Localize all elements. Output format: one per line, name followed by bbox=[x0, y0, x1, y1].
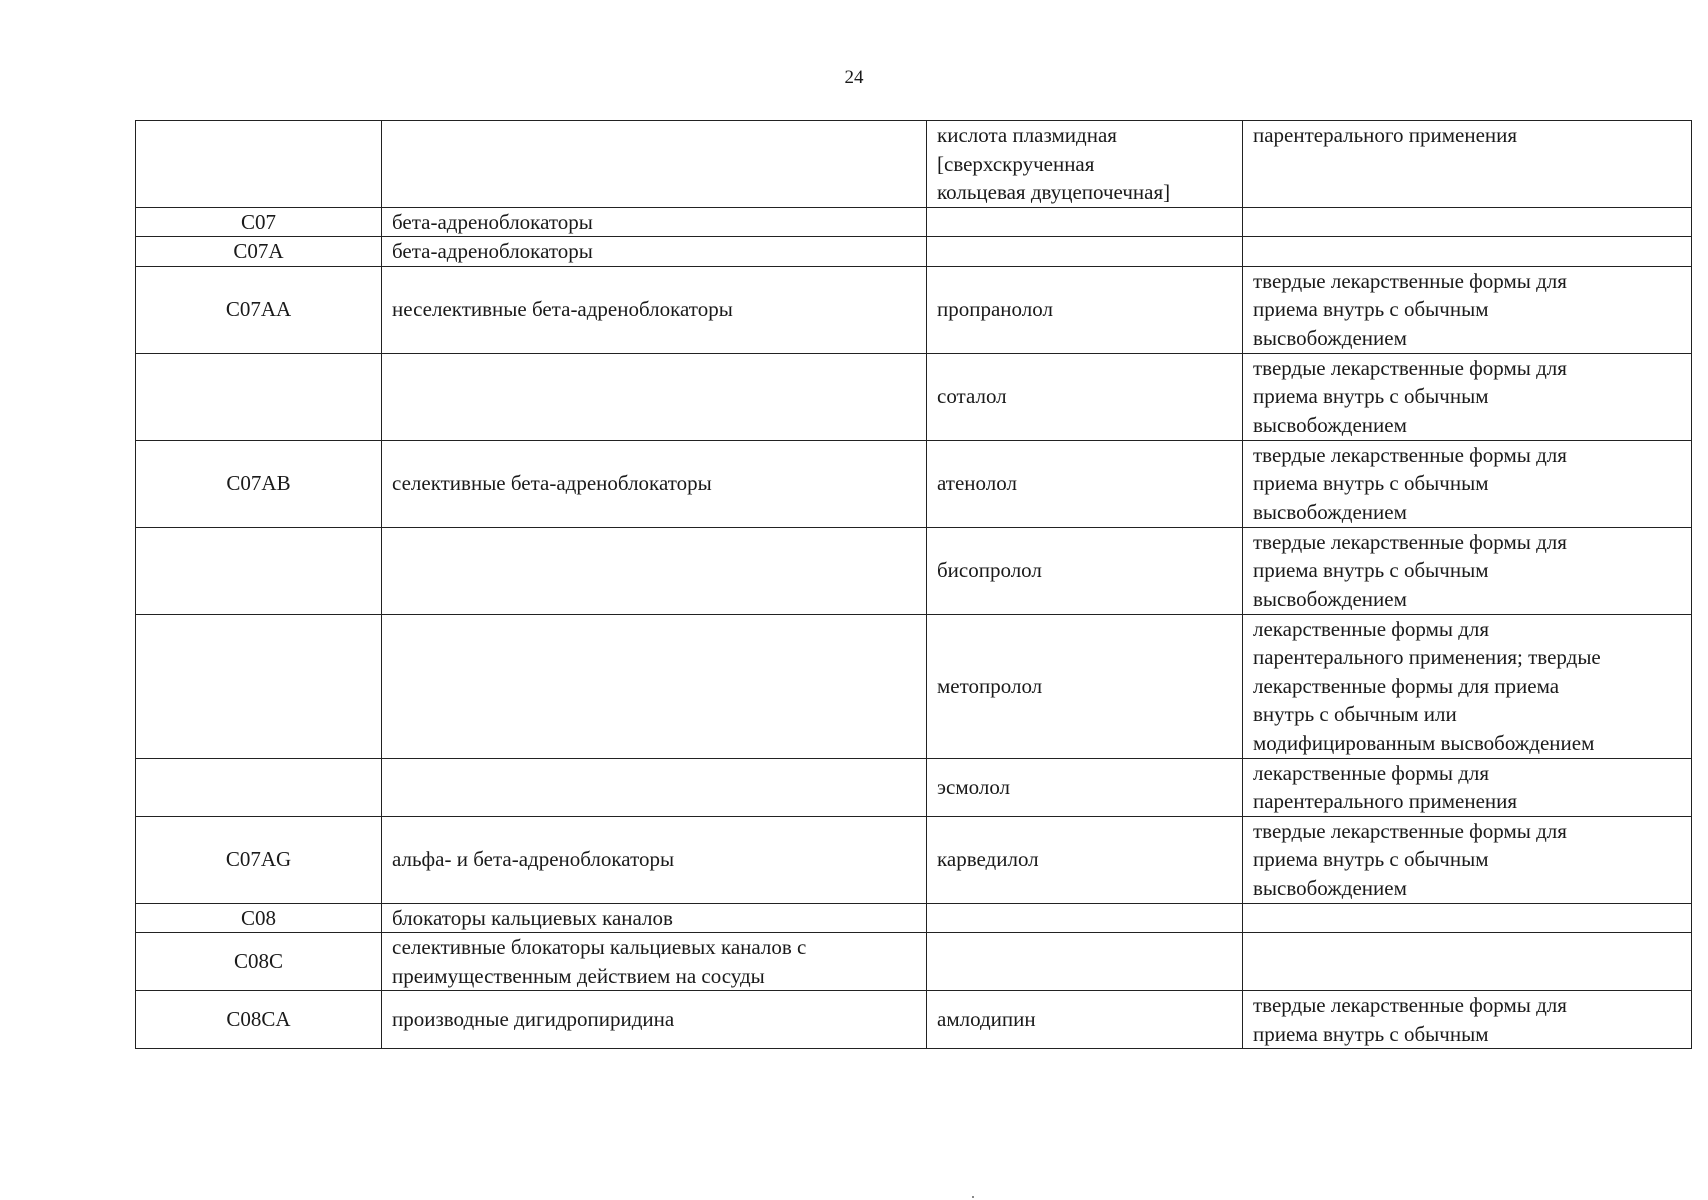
dosage-form-cell-line: лекарственные формы для bbox=[1253, 760, 1490, 785]
atc-group-cell-line: бета-адреноблокаторы bbox=[392, 239, 593, 263]
dosage-form-cell-line: твердые лекарственные формы для bbox=[1253, 993, 1567, 1017]
drug-name-cell bbox=[927, 903, 1243, 933]
drug-name-cell-line: метопролол bbox=[937, 673, 1043, 698]
atc-group-cell-line: блокаторы кальциевых каналов bbox=[392, 905, 673, 930]
drug-name-cell bbox=[927, 614, 1243, 758]
dosage-form-cell-line: твердые лекарственные формы для bbox=[1253, 268, 1567, 293]
table-row bbox=[136, 991, 1692, 1049]
drug-name-cell bbox=[927, 207, 1243, 237]
dosage-form-cell bbox=[1243, 237, 1692, 267]
dosage-form-cell-line: высвобождением bbox=[1253, 499, 1407, 524]
atc-group-cell bbox=[382, 903, 927, 933]
dosage-form-cell bbox=[1243, 816, 1692, 903]
dosage-form-cell-line: твердые лекарственные формы для bbox=[1253, 355, 1567, 380]
atc-group-cell bbox=[382, 991, 927, 1049]
dosage-form-cell bbox=[1243, 903, 1692, 933]
drug-name-cell-line: [сверхскрученная bbox=[937, 151, 1095, 176]
drug-name-cell bbox=[927, 991, 1243, 1049]
dosage-form-cell bbox=[1243, 207, 1692, 237]
table-body bbox=[136, 121, 1692, 1049]
atc-group-cell bbox=[382, 758, 927, 816]
drug-name-cell bbox=[927, 266, 1243, 353]
dosage-form-cell-line: твердые лекарственные формы для bbox=[1253, 818, 1567, 843]
scan-speck bbox=[972, 1196, 974, 1198]
drug-name-cell bbox=[927, 121, 1243, 208]
drug-name-cell bbox=[927, 237, 1243, 267]
atc-group-cell-line: альфа- и бета-адреноблокаторы bbox=[392, 847, 675, 872]
atc-group-cell bbox=[382, 266, 927, 353]
dosage-form-cell bbox=[1243, 991, 1692, 1049]
atc-code-cell: C07AA bbox=[136, 266, 382, 353]
table-row bbox=[136, 758, 1692, 816]
atc-code-cell bbox=[136, 614, 382, 758]
atc-group-cell-line: селективные блокаторы кальциевых каналов с bbox=[392, 935, 807, 959]
dosage-form-cell-line: приема внутрь с обычным bbox=[1253, 297, 1489, 322]
atc-group-cell bbox=[382, 207, 927, 237]
table-row bbox=[136, 527, 1692, 614]
drug-name-cell bbox=[927, 353, 1243, 440]
dosage-form-cell bbox=[1243, 527, 1692, 614]
dosage-form-cell-line: парентерального применения bbox=[1253, 789, 1518, 813]
dosage-form-cell bbox=[1243, 758, 1692, 816]
atc-group-cell bbox=[382, 527, 927, 614]
table-row bbox=[136, 207, 1692, 237]
page-number: 24 bbox=[844, 67, 864, 88]
dosage-form-cell bbox=[1243, 614, 1692, 758]
table-row bbox=[136, 266, 1692, 353]
table-row bbox=[136, 353, 1692, 440]
drug-name-cell-line: пропранолол bbox=[937, 297, 1053, 322]
atc-group-cell-line: неселективные бета-адреноблокаторы bbox=[392, 297, 733, 322]
dosage-form-cell-line: высвобождением bbox=[1253, 325, 1407, 350]
atc-code-cell: C07AB bbox=[136, 440, 382, 527]
dosage-form-cell-line: приема внутрь с обычным bbox=[1253, 471, 1489, 496]
atc-group-cell-line: селективные бета-адреноблокаторы bbox=[392, 471, 712, 496]
table-row bbox=[136, 440, 1692, 527]
drug-name-cell bbox=[927, 933, 1243, 991]
drug-name-cell-line: бисопролол bbox=[937, 558, 1042, 583]
atc-code-cell: C08C bbox=[136, 933, 382, 991]
drug-name-cell-line: кольцевая двуцепочечная] bbox=[937, 180, 1171, 204]
table-row bbox=[136, 121, 1692, 208]
atc-group-cell-line: преимущественным действием на сосуды bbox=[392, 963, 765, 988]
table-row bbox=[136, 903, 1692, 933]
table-row bbox=[136, 237, 1692, 267]
atc-group-cell bbox=[382, 614, 927, 758]
atc-group-cell bbox=[382, 237, 927, 267]
dosage-form-cell-line: приема внутрь с обычным bbox=[1253, 558, 1489, 583]
atc-code-cell bbox=[136, 527, 382, 614]
dosage-form-cell bbox=[1243, 933, 1692, 991]
dosage-form-cell bbox=[1243, 440, 1692, 527]
dosage-form-cell-line: высвобождением bbox=[1253, 875, 1407, 900]
atc-group-cell bbox=[382, 121, 927, 208]
atc-group-cell-line: производные дигидропиридина bbox=[392, 1007, 675, 1032]
dosage-form-cell bbox=[1243, 121, 1692, 208]
dosage-form-cell-line: приема внутрь с обычным bbox=[1253, 1021, 1489, 1046]
atc-code-cell bbox=[136, 758, 382, 816]
drug-name-cell bbox=[927, 758, 1243, 816]
atc-code-cell: C08CA bbox=[136, 991, 382, 1049]
dosage-form-cell-line: высвобождением bbox=[1253, 586, 1407, 611]
atc-code-cell: C07AG bbox=[136, 816, 382, 903]
drug-name-cell-line: кислота плазмидная bbox=[937, 123, 1117, 147]
atc-code-cell: C07 bbox=[136, 207, 382, 237]
dosage-form-cell-line: парентерального применения; твердые bbox=[1253, 645, 1601, 670]
drug-name-cell-line: карведилол bbox=[937, 847, 1039, 872]
dosage-form-cell-line: внутрь с обычным или bbox=[1253, 702, 1457, 727]
drug-name-cell-line: эсмолол bbox=[937, 774, 1011, 799]
drug-name-cell bbox=[927, 440, 1243, 527]
dosage-form-cell bbox=[1243, 266, 1692, 353]
atc-code-cell bbox=[136, 121, 382, 208]
dosage-form-cell-line: высвобождением bbox=[1253, 412, 1407, 437]
drug-name-cell-line: амлодипин bbox=[937, 1007, 1036, 1032]
atc-code-cell: C07A bbox=[136, 237, 382, 267]
dosage-form-cell-line: лекарственные формы для bbox=[1253, 616, 1490, 641]
dosage-form-cell-line: модифицированным высвобождением bbox=[1253, 730, 1595, 755]
atc-group-cell bbox=[382, 440, 927, 527]
dosage-form-cell-line: приема внутрь с обычным bbox=[1253, 384, 1489, 409]
dosage-form-cell-line: парентерального применения bbox=[1253, 123, 1518, 147]
dosage-form-cell-line: лекарственные формы для приема bbox=[1253, 673, 1560, 698]
dosage-form-cell-line: твердые лекарственные формы для bbox=[1253, 442, 1567, 467]
dosage-form-cell-line: твердые лекарственные формы для bbox=[1253, 529, 1567, 554]
atc-group-cell bbox=[382, 933, 927, 991]
atc-group-cell bbox=[382, 353, 927, 440]
dosage-form-cell bbox=[1243, 353, 1692, 440]
atc-group-cell bbox=[382, 816, 927, 903]
table-row bbox=[136, 933, 1692, 991]
drug-name-cell-line: атенолол bbox=[937, 471, 1017, 496]
drug-classification-table bbox=[135, 120, 1692, 1049]
drug-name-cell bbox=[927, 816, 1243, 903]
drug-name-cell bbox=[927, 527, 1243, 614]
dosage-form-cell-line: приема внутрь с обычным bbox=[1253, 847, 1489, 872]
atc-group-cell-line: бета-адреноблокаторы bbox=[392, 209, 593, 234]
atc-code-cell bbox=[136, 353, 382, 440]
table-row bbox=[136, 816, 1692, 903]
table-row bbox=[136, 614, 1692, 758]
drug-name-cell-line: соталол bbox=[937, 384, 1007, 409]
atc-code-cell: C08 bbox=[136, 903, 382, 933]
